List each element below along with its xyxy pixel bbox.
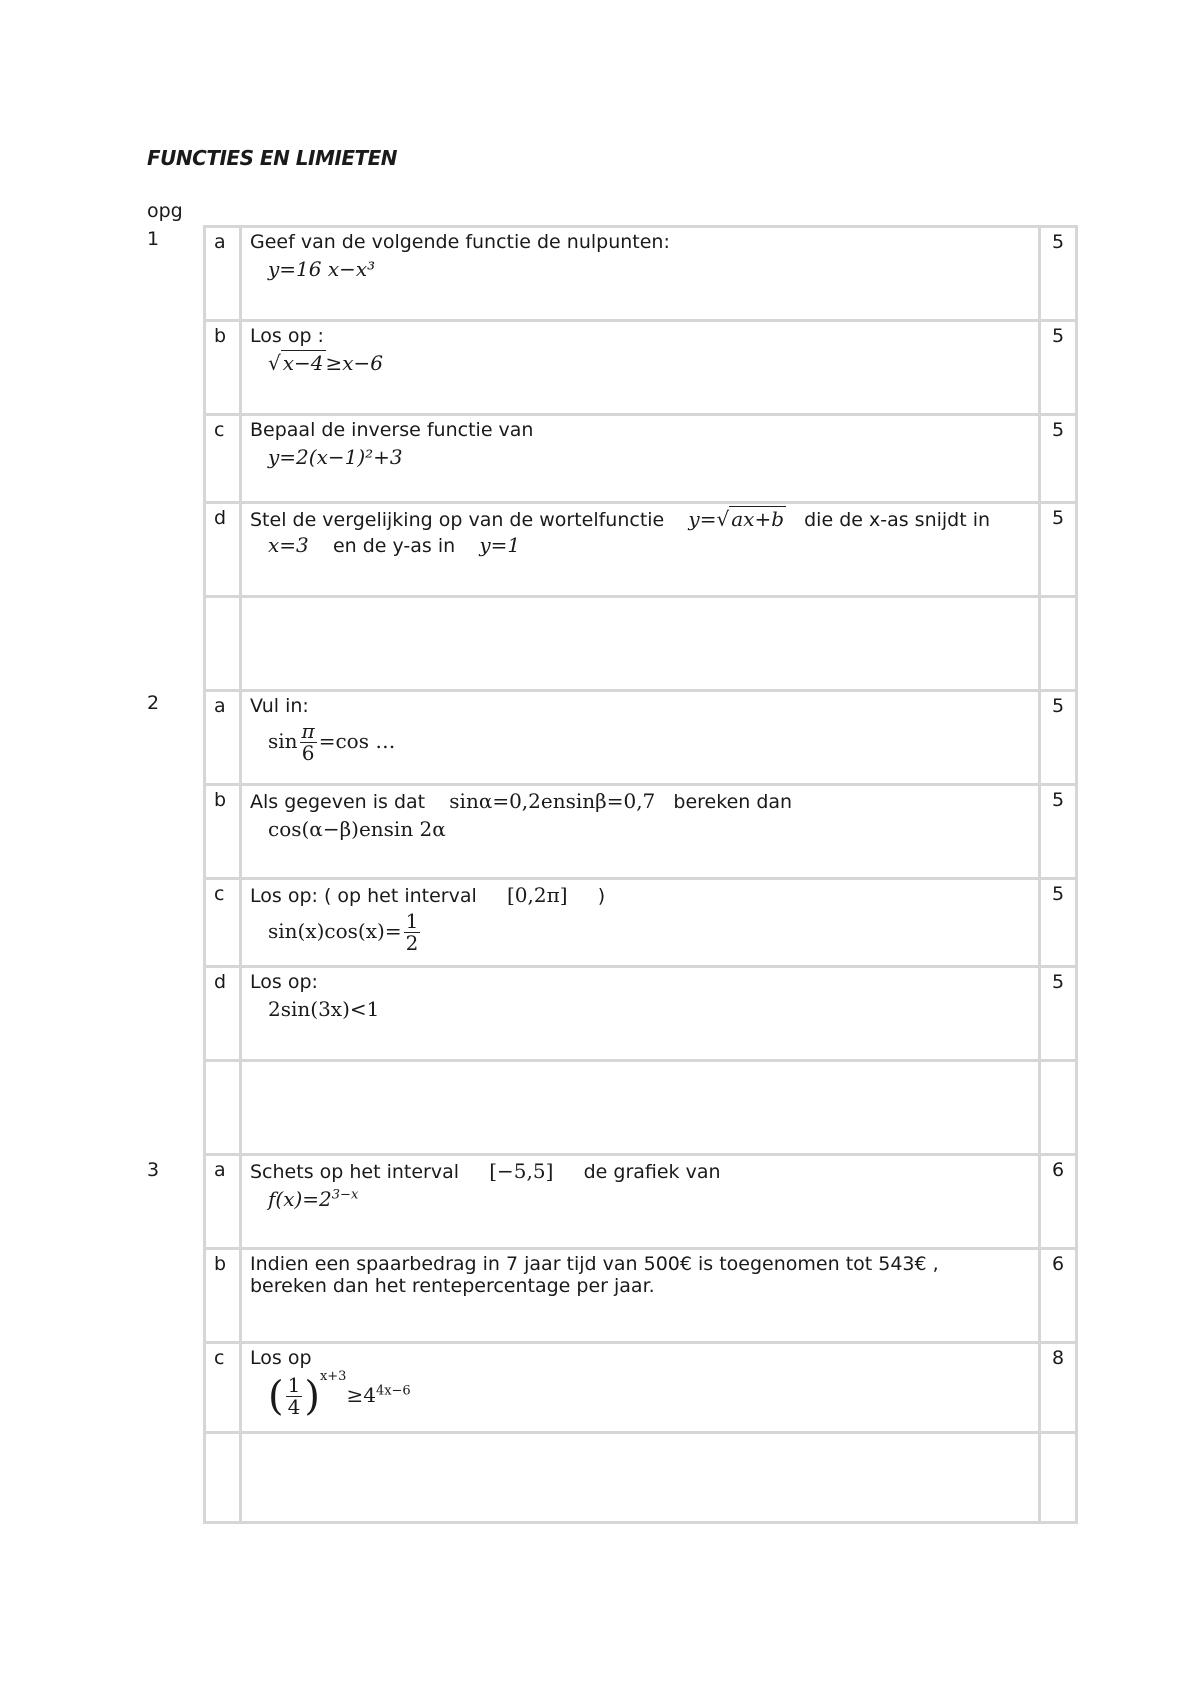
table-row (205, 1155, 1077, 1249)
question-cell (241, 1343, 1040, 1433)
row-letter: a (205, 227, 241, 321)
points: 8 (1040, 1343, 1077, 1433)
equation: √ x−4 ≥x−6 (268, 351, 384, 375)
row-letter: b (205, 321, 241, 415)
equation: cos(α−β)ensin 2α (268, 817, 446, 841)
question-cell (241, 321, 1040, 415)
interval: [−5,5] (489, 1159, 554, 1183)
question-text: Als gegeven is dat (250, 791, 426, 813)
interval: [0,2π] (506, 883, 568, 907)
question-cell (241, 785, 1040, 879)
table-row-empty (205, 1061, 1077, 1155)
row-letter: d (205, 967, 241, 1061)
question-text: Indien een spaarbedrag in 7 jaar tijd van 500€ is toegenomen tot 543€ , (250, 1253, 939, 1275)
document-title: FUNCTIES EN LIMIETEN (147, 146, 398, 170)
question-text: Bepaal de inverse functie van (250, 419, 534, 441)
question-text: Stel de vergelijking op van de wortelfunctie (250, 509, 665, 531)
equation: ( $\frac{1}{4}$ )$^{x+3}\ge 4^{4x-6}$ (268, 1369, 411, 1420)
table-row (205, 1249, 1077, 1343)
radicand: x−4 (282, 351, 324, 375)
equation: $f(x)=2^{3-x}$ (268, 1187, 359, 1211)
table-row (205, 503, 1077, 597)
equation: 2sin(3x)<1 (268, 997, 380, 1021)
table-row (205, 879, 1077, 967)
question-cell (241, 415, 1040, 503)
exercise-number-3: 3 (147, 1159, 160, 1181)
points: 5 (1040, 415, 1077, 503)
question-cell (241, 879, 1040, 967)
row-letter: a (205, 691, 241, 785)
table-row (205, 1343, 1077, 1433)
row-letter: c (205, 415, 241, 503)
question-text: en de y-as in (332, 535, 456, 557)
table-row (205, 227, 1077, 321)
opg-label: opg (147, 200, 183, 222)
points: 6 (1040, 1249, 1077, 1343)
row-letter: d (205, 503, 241, 597)
question-text: Los op : (250, 325, 324, 347)
equation: y=2(x−1)²+3 (268, 445, 403, 469)
exercise-number-1: 1 (147, 228, 160, 250)
question-cell (241, 691, 1040, 785)
exercise-table (203, 225, 1078, 1524)
equation: sin(x)cos(x)= $\frac{1}{2}$ (268, 909, 419, 955)
table-row (205, 415, 1077, 503)
points: 5 (1040, 321, 1077, 415)
points: 5 (1040, 785, 1077, 879)
question-cell (241, 1249, 1040, 1343)
equation: sin $\frac{\pi}{6}$ =cos … (268, 719, 396, 765)
points: 5 (1040, 503, 1077, 597)
question-cell (241, 227, 1040, 321)
question-text: de grafiek van (583, 1161, 721, 1183)
question-text: Los op: (250, 971, 318, 993)
equation-rest: ≥x−6 (325, 351, 384, 375)
equation: y=√ ax+b (688, 507, 784, 531)
question-text: die de x-as snijdt in (804, 509, 991, 531)
table-row-empty (205, 597, 1077, 691)
question-text: ) (597, 885, 606, 907)
exercise-number-2: 2 (147, 692, 160, 714)
question-cell (241, 967, 1040, 1061)
table-row (205, 785, 1077, 879)
question-text: Schets op het interval (250, 1161, 460, 1183)
table-row (205, 967, 1077, 1061)
question-text: Los op: ( op het interval (250, 885, 477, 907)
equation: y=1 (479, 533, 521, 557)
points: 6 (1040, 1155, 1077, 1249)
question-text: bereken dan het rentepercentage per jaar. (250, 1275, 655, 1297)
points: 5 (1040, 227, 1077, 321)
table-row (205, 691, 1077, 785)
question-text: Geef van de volgende functie de nulpunten: (250, 231, 670, 253)
question-cell (241, 503, 1040, 597)
equation: sinα=0,2ensinβ=0,7 (449, 789, 656, 813)
row-letter: c (205, 1343, 241, 1433)
row-letter: b (205, 1249, 241, 1343)
row-letter: c (205, 879, 241, 967)
points: 5 (1040, 967, 1077, 1061)
question-text: Vul in: (250, 695, 309, 717)
points: 5 (1040, 691, 1077, 785)
table-row (205, 321, 1077, 415)
row-letter: b (205, 785, 241, 879)
points: 5 (1040, 879, 1077, 967)
table-row-empty (205, 1433, 1077, 1523)
question-text: Los op (250, 1347, 312, 1369)
question-text: bereken dan (673, 791, 793, 813)
equation: x=3 (268, 533, 309, 557)
equation: y=16 x−x³ (268, 257, 376, 281)
row-letter: a (205, 1155, 241, 1249)
question-cell (241, 1155, 1040, 1249)
